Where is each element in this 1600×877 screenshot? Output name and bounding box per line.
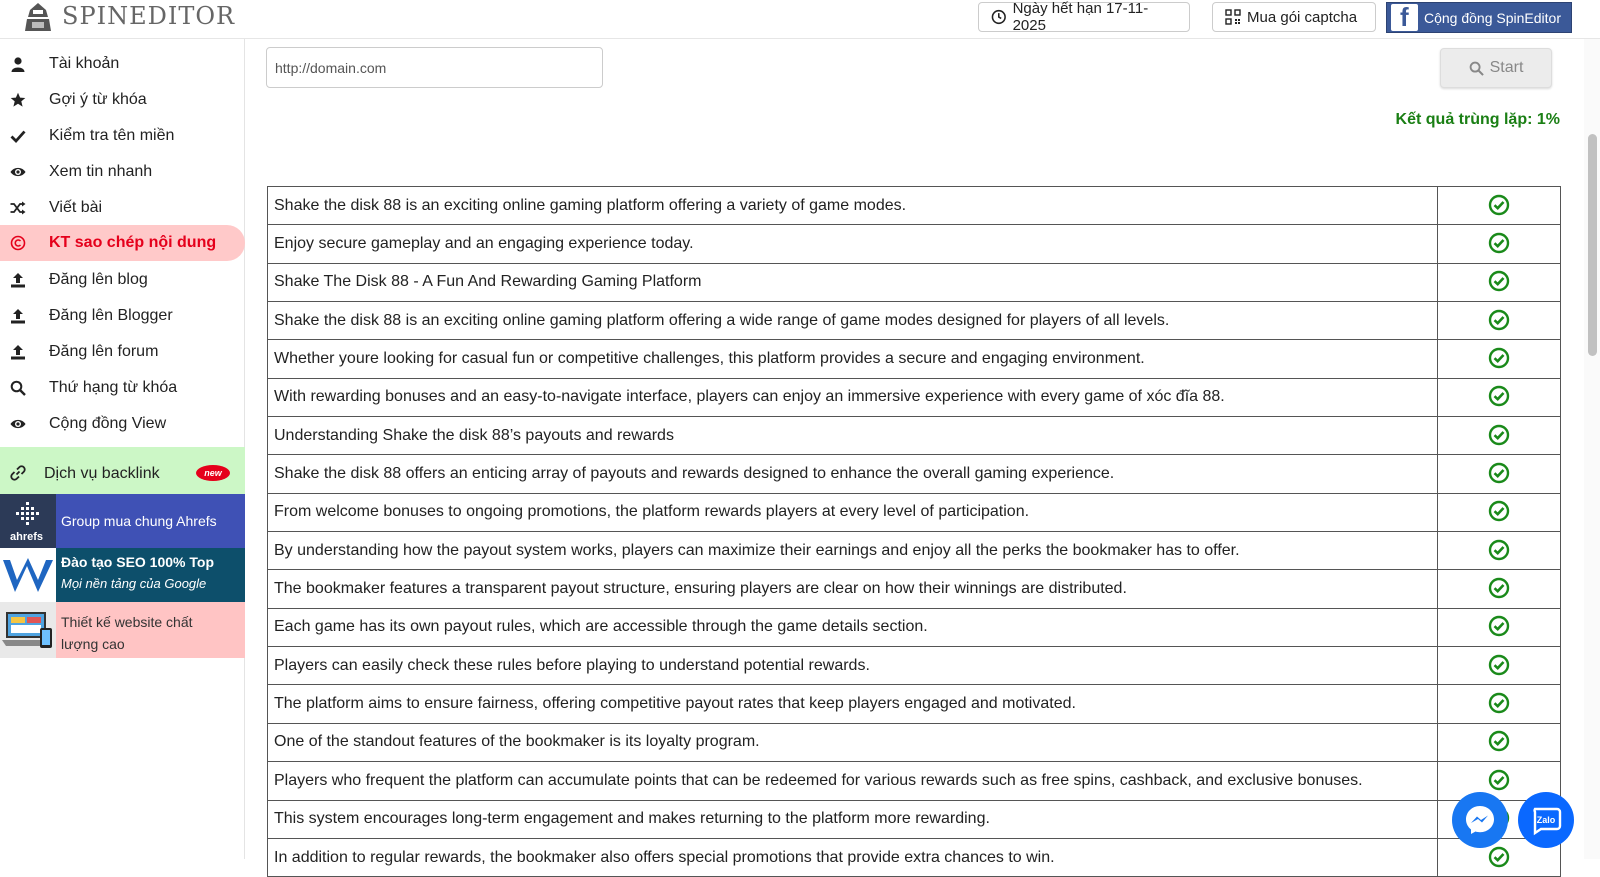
search-icon <box>1469 61 1484 76</box>
facebook-icon: f <box>1391 4 1418 31</box>
check-circle-icon <box>1488 350 1510 367</box>
table-row <box>268 187 1561 225</box>
upload-icon <box>10 272 26 288</box>
sentence-cell: Understanding Shake the disk 88’s payouts and rewards <box>268 417 1438 455</box>
ahrefs-thumb-text: ahrefs <box>10 531 44 543</box>
check-circle-icon <box>1488 465 1510 482</box>
sentence-cell: In addition to regular rewards, the bookmaker also offers special promotions that provide extra chances to win. <box>268 838 1438 876</box>
sidebar-item-copy-check[interactable] <box>0 225 245 261</box>
promo-website-design[interactable] <box>0 602 245 658</box>
status-cell <box>1438 570 1561 608</box>
sidebar-item-domain-check[interactable] <box>0 118 245 154</box>
copyright-icon <box>10 235 26 251</box>
status-cell <box>1438 378 1561 416</box>
sidebar-item-label: Đăng lên Blogger <box>49 307 173 324</box>
url-input[interactable] <box>266 47 603 88</box>
upload-icon <box>10 308 26 324</box>
sentence-cell: Shake the disk 88 offers an enticing array of payouts and rewards designed to enhance the overall gaming experience. <box>268 455 1438 493</box>
check-circle-icon <box>1488 657 1510 674</box>
table-row <box>268 493 1561 531</box>
results-table <box>267 186 1561 877</box>
sentence-cell: From welcome bonuses to ongoing promotions, the platform rewards players at every level of participation. <box>268 493 1438 531</box>
spineditor-community-button[interactable] <box>1386 2 1572 33</box>
logo[interactable] <box>24 0 235 32</box>
sentence-cell: This system encourages long-term engagement and makes returning to the platform more rewarding. <box>268 800 1438 838</box>
sentence-cell: The platform aims to ensure fairness, offering competitive payout rates that keep players engaged and motivated. <box>268 685 1438 723</box>
community-label: Cộng đồng SpinEditor <box>1424 9 1561 26</box>
link-icon <box>10 465 26 481</box>
shuffle-icon <box>10 200 26 216</box>
laptop-icon <box>0 602 56 658</box>
sidebar <box>0 39 245 859</box>
zalo-chat-button[interactable] <box>1518 792 1574 848</box>
top-header <box>0 0 1600 39</box>
upload-icon <box>10 344 26 360</box>
sidebar-item-keyword-rank[interactable] <box>0 370 245 406</box>
check-circle-icon <box>1488 580 1510 597</box>
logo-text: SPINEDITOR <box>62 2 236 30</box>
promo-ahrefs-group[interactable] <box>0 494 245 548</box>
table-row <box>268 723 1561 761</box>
sentence-cell: The bookmaker features a transparent payout structure, ensuring players are clear on how their winnings are distributed. <box>268 570 1438 608</box>
start-label: Start <box>1489 59 1524 76</box>
status-cell <box>1438 723 1561 761</box>
expiry-label: Ngày hết hạn 17-11-2025 <box>1012 0 1149 34</box>
svg-text:Zalo: Zalo <box>1536 815 1556 825</box>
check-circle-icon <box>1488 542 1510 559</box>
status-cell <box>1438 685 1561 723</box>
sidebar-item-keyword-suggest[interactable] <box>0 82 245 118</box>
sidebar-item-post-blogger[interactable] <box>0 298 245 334</box>
sidebar-item-account[interactable] <box>0 46 245 82</box>
table-row <box>268 532 1561 570</box>
eye-icon <box>10 164 26 180</box>
sidebar-item-label: Gợi ý từ khóa <box>49 91 147 108</box>
check-circle-icon <box>1488 427 1510 444</box>
sidebar-item-backlink-service[interactable] <box>0 447 245 501</box>
ahrefs-logo <box>0 494 56 548</box>
sidebar-item-write-article[interactable] <box>0 190 245 226</box>
table-row <box>268 340 1561 378</box>
table-row <box>268 378 1561 416</box>
promo-subtitle: Mọi nền tảng của Google <box>61 576 207 591</box>
status-cell <box>1438 302 1561 340</box>
table-row <box>268 570 1561 608</box>
sidebar-item-label: Đăng lên forum <box>49 343 159 360</box>
duplicate-result: Kết quả trùng lặp: 1% <box>1395 111 1560 128</box>
sidebar-item-quick-news[interactable] <box>0 154 245 190</box>
sentence-cell: One of the standout features of the bookmaker is its loyalty program. <box>268 723 1438 761</box>
status-cell <box>1438 225 1561 263</box>
table-row <box>268 762 1561 800</box>
sidebar-item-label: Đăng lên blog <box>49 271 148 288</box>
qr-code-icon <box>1225 9 1241 25</box>
table-row <box>268 685 1561 723</box>
check-circle-icon <box>1488 274 1510 291</box>
sentence-cell: Players who frequent the platform can accumulate points that can be redeemed for various rewards such as free spins, cashback, and exclusive bonuses. <box>268 762 1438 800</box>
check-circle-icon <box>1488 389 1510 406</box>
check-icon <box>10 128 26 144</box>
promo-seo-training[interactable] <box>0 548 245 602</box>
search-icon <box>10 380 26 396</box>
table-row <box>268 800 1561 838</box>
sidebar-item-label: Cộng đồng View <box>49 415 167 432</box>
sidebar-item-label: Thứ hạng từ khóa <box>49 379 178 396</box>
page-scrollbar[interactable] <box>1584 39 1600 859</box>
check-circle-icon <box>1488 619 1510 636</box>
sidebar-item-post-blog[interactable] <box>0 262 245 298</box>
eye-icon <box>10 416 26 432</box>
sidebar-item-label: Xem tin nhanh <box>49 163 153 180</box>
table-row <box>268 225 1561 263</box>
sidebar-item-label: Viết bài <box>49 199 103 216</box>
sidebar-item-label: KT sao chép nội dung <box>49 234 217 251</box>
messenger-icon <box>1463 803 1497 837</box>
sentence-cell: Whether youre looking for casual fun or competitive challenges, this platform provides a secure and engaging environment. <box>268 340 1438 378</box>
new-badge: new <box>196 465 230 481</box>
expiry-button[interactable] <box>978 2 1190 32</box>
table-row <box>268 647 1561 685</box>
status-cell <box>1438 532 1561 570</box>
promo-title: Đào tạo SEO 100% Top <box>61 554 214 570</box>
website-mockup-image <box>0 602 56 658</box>
table-row <box>268 302 1561 340</box>
user-icon <box>10 56 26 72</box>
check-circle-icon <box>1488 235 1510 252</box>
sidebar-item-label: Tài khoản <box>49 55 120 72</box>
check-circle-icon <box>1488 695 1510 712</box>
table-row <box>268 263 1561 301</box>
check-circle-icon <box>1488 734 1510 751</box>
star-icon <box>10 92 26 108</box>
table-row <box>268 608 1561 646</box>
status-cell <box>1438 455 1561 493</box>
sidebar-item-label: Kiểm tra tên miền <box>49 127 175 144</box>
status-cell <box>1438 493 1561 531</box>
check-circle-icon <box>1488 849 1510 866</box>
sidebar-item-community-view[interactable] <box>0 406 245 442</box>
check-circle-icon <box>1488 312 1510 329</box>
sentence-cell: With rewarding bonuses and an easy-to-navigate interface, players can enjoy an immersive experience with every game of xóc đĩa 88. <box>268 378 1438 416</box>
sentence-cell: Shake The Disk 88 - A Fun And Rewarding Gaming Platform <box>268 263 1438 301</box>
table-row <box>268 455 1561 493</box>
check-circle-icon <box>1488 504 1510 521</box>
sentence-cell: Enjoy secure gameplay and an engaging experience today. <box>268 225 1438 263</box>
sentence-cell: Shake the disk 88 is an exciting online gaming platform offering a wide range of game modes designed for players of all levels. <box>268 302 1438 340</box>
check-circle-icon <box>1488 197 1510 214</box>
buy-captcha-button[interactable] <box>1212 2 1376 32</box>
sentence-cell: Each game has its own payout rules, which are accessible through the game details section. <box>268 608 1438 646</box>
scrollbar-thumb[interactable] <box>1588 134 1597 356</box>
sentence-cell: By understanding how the payout system works, players can maximize their earnings and enjoy all the perks the bookmaker has to offer. <box>268 532 1438 570</box>
sentence-cell: Shake the disk 88 is an exciting online gaming platform offering a variety of game modes. <box>268 187 1438 225</box>
status-cell <box>1438 263 1561 301</box>
captcha-label: Mua gói captcha <box>1247 8 1358 26</box>
clock-icon <box>991 9 1007 25</box>
status-cell <box>1438 187 1561 225</box>
promo-label: Thiết kế website chất lượng cao <box>61 614 193 652</box>
status-cell <box>1438 340 1561 378</box>
hacker-logo-icon <box>24 1 52 31</box>
table-row <box>268 838 1561 876</box>
w-logo-icon <box>0 548 56 602</box>
sidebar-item-label: Dịch vụ backlink <box>44 465 160 482</box>
check-circle-icon <box>1488 772 1510 789</box>
status-cell <box>1438 608 1561 646</box>
status-cell <box>1438 647 1561 685</box>
w-logo <box>0 548 56 602</box>
sidebar-item-post-forum[interactable] <box>0 334 245 370</box>
table-row <box>268 417 1561 455</box>
messenger-chat-button[interactable] <box>1452 792 1508 848</box>
sentence-cell: Players can easily check these rules before playing to understand potential rewards. <box>268 647 1438 685</box>
zalo-icon <box>1529 803 1563 837</box>
status-cell <box>1438 417 1561 455</box>
start-button[interactable] <box>1440 48 1552 88</box>
promo-label: Group mua chung Ahrefs <box>61 513 217 529</box>
